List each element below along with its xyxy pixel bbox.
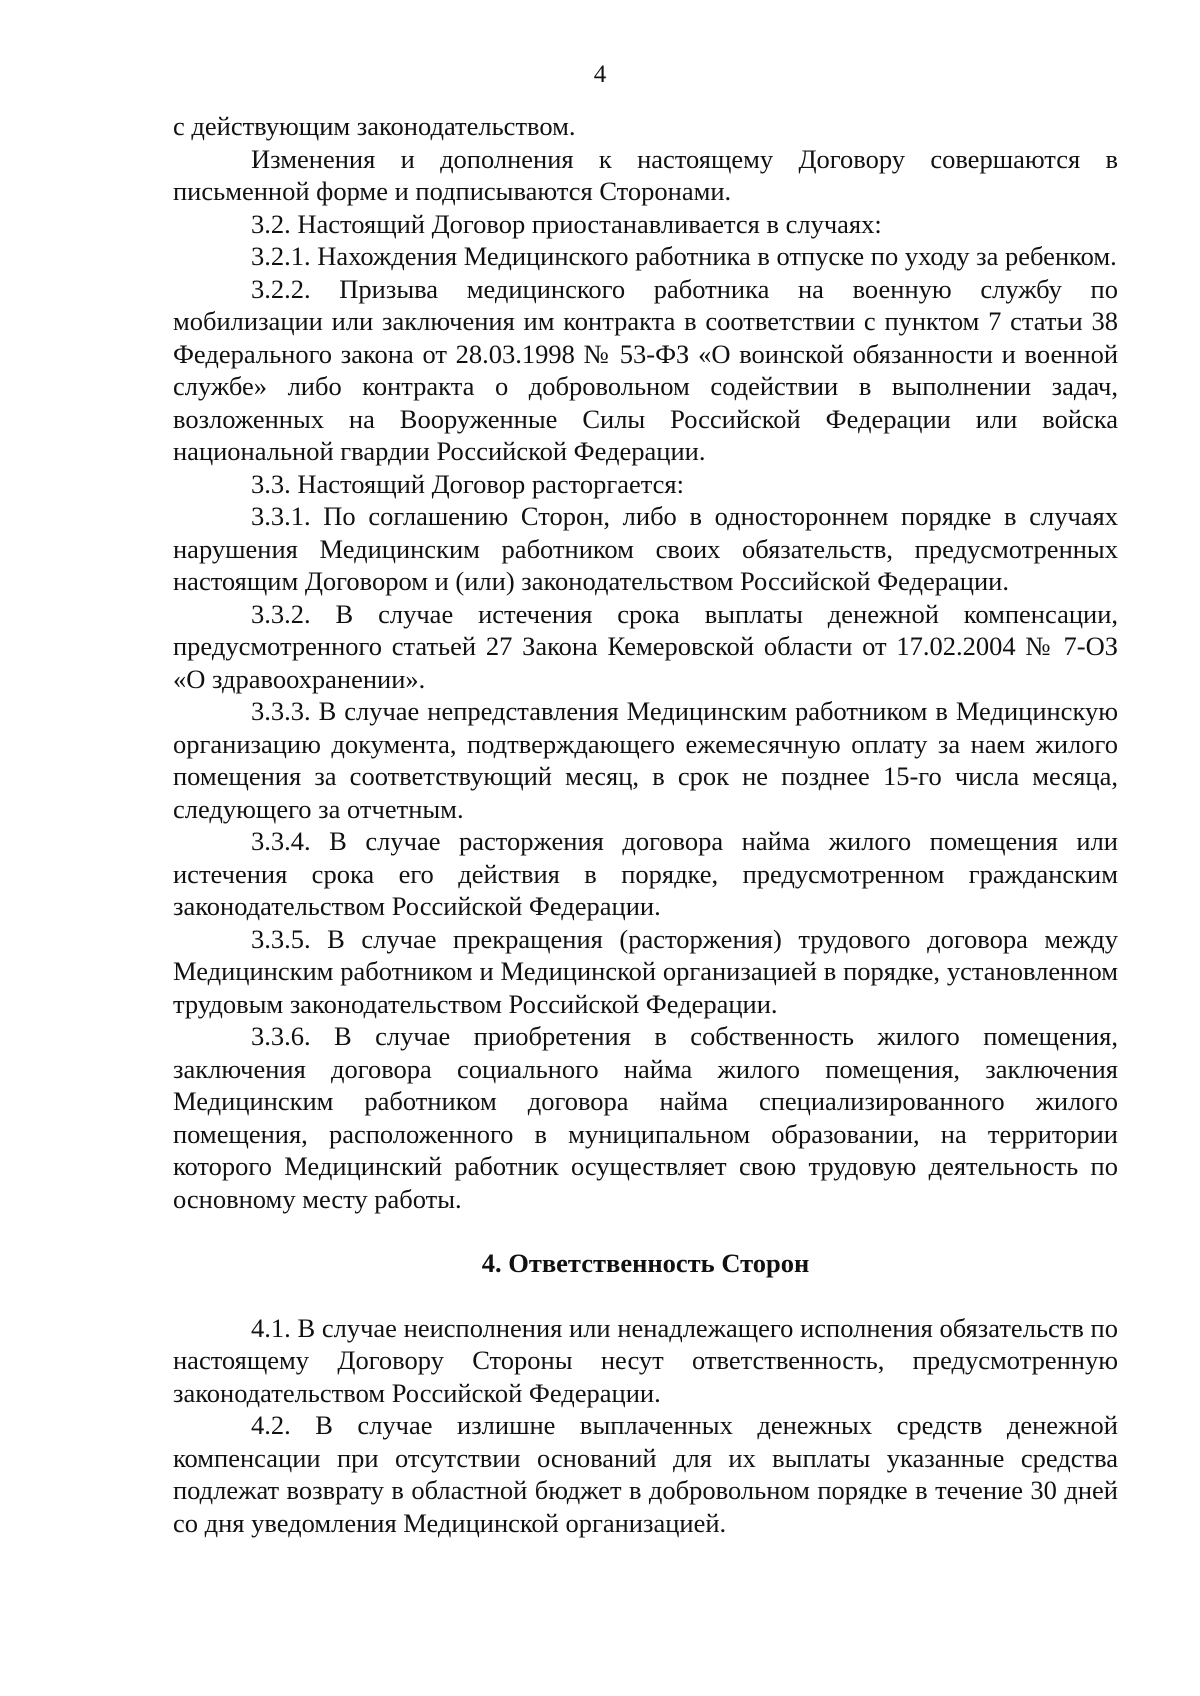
page-number: 4 xyxy=(593,61,607,88)
clause-3-2-1: 3.2.1. Нахождения Медицинского работника в отпуске по уходу за ребенком. xyxy=(251,241,1117,271)
section-4-heading: 4. Ответственность Сторон xyxy=(481,1248,810,1278)
document-body xyxy=(173,110,1118,1539)
clause-3-3-1: 3.3.1. По соглашению Сторон, либо в одностороннем порядке в случаях нарушения Медицинским работником своих обязательств, предусмотренных настоящим Договором и (или) законодательством Российской Федерации. xyxy=(173,501,1118,596)
clause-3-3-4: 3.3.4. В случае расторжения договора найма жилого помещения или истечения срока его действия в порядке, предусмотренном гражданским законодательством Российской Федерации. xyxy=(173,826,1118,921)
paragraph-continuation: с действующим законодательством. xyxy=(173,111,576,141)
clause-3-2: 3.2. Настоящий Договор приостанавливается в случаях: xyxy=(251,208,882,239)
paragraph-amendments: Изменения и дополнения к настоящему Договору совершаются в письменной форме и подписываются Сторонами. xyxy=(173,143,1118,206)
clause-3-3-3: 3.3.3. В случае непредставления Медицинским работником в Медицинскую организацию документа, подтверждающего ежемесячную оплату за наем жилого помещения за соответствующий месяц, в срок не позднее 15-го числа месяца, следующего за отчетным. xyxy=(173,696,1118,824)
clause-3-3: 3.3. Настоящий Договор расторгается: xyxy=(251,468,684,499)
clause-4-1: 4.1. В случае неисполнения или ненадлежащего исполнения обязательств по настоящему Договору Стороны несут ответственность, предусмотренную законодательством Российской Федерации. xyxy=(173,1312,1118,1408)
clause-3-2-2: 3.2.2. Призыва медицинского работника на военную службу по мобилизации или заключения им контракта в соответствии с пунктом 7 статьи 38 Федерального закона от 28.03.1998 № 53-ФЗ «О воинской обязанности и военной службе» либо контракта о добровольном содействии в выполнении задач, возложенных на Вооруженные Силы Российской Федерации или войска национальной гвардии Российской Федерации. xyxy=(173,273,1118,466)
clause-3-3-2: 3.3.2. В случае истечения срока выплаты денежной компенсации, предусмотренного статьей 27 Закона Кемеровской области от 17.02.2004 № 7-ОЗ «О здравоохранении». xyxy=(173,598,1118,694)
clause-4-2: 4.2. В случае излишне выплаченных денежных средств денежной компенсации при отсутствии оснований для их выплаты указанные средства подлежат возврату в областной бюджет в добровольном порядке в течение 30 дней со дня уведомления Медицинской организацией. xyxy=(173,1410,1118,1538)
clause-3-3-5: 3.3.5. В случае прекращения (расторжения) трудового договора между Медицинским работником и Медицинской организацией в порядке, установленном трудовым законодательством Российской Федерации. xyxy=(173,923,1118,1019)
clause-3-3-6: 3.3.6. В случае приобретения в собственность жилого помещения, заключения договора социального найма жилого помещения, заключения Медицинским работником договора найма специализированного жилого помещения, расположенного в муниципальном образовании, на территории которого Медицинский работник осуществляет свою трудовую деятельность по основному месту работы. xyxy=(173,1021,1118,1214)
